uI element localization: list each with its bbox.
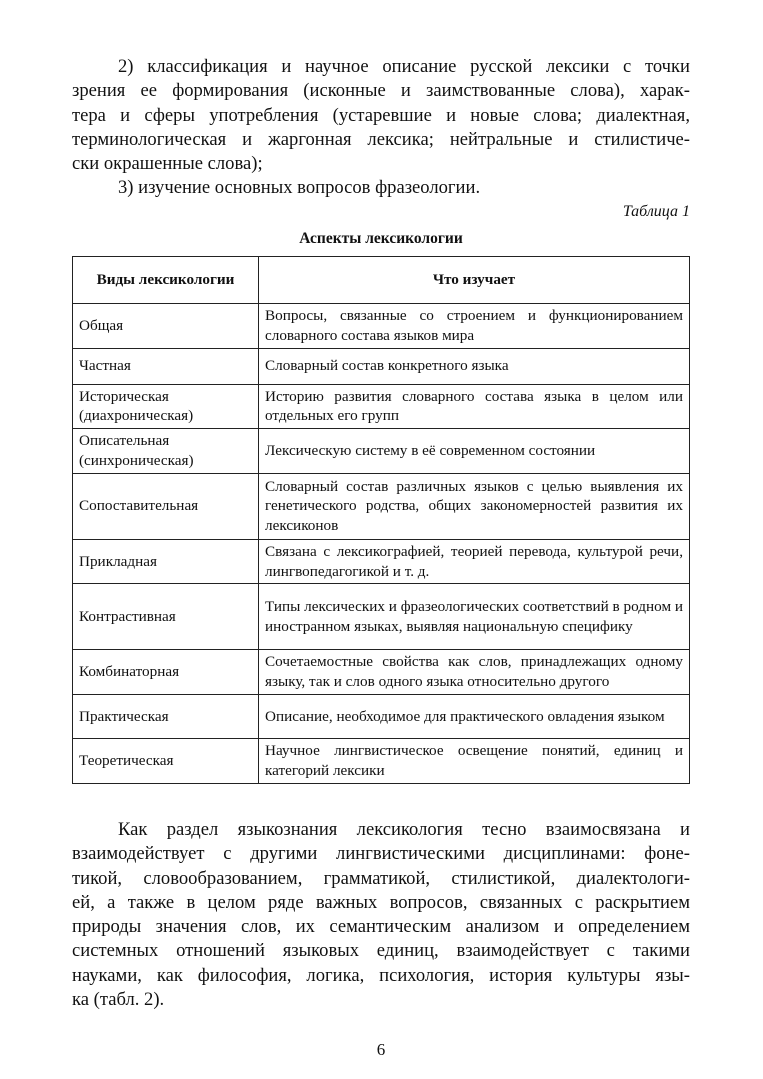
text-line: зрения ее формирования (исконные и заимствованные слова), харак- xyxy=(72,80,690,102)
row-subject: Словарный состав различных языков с целью выявления их генетического родства, общих закономерностей развития их лексиконов xyxy=(259,473,690,539)
table-row xyxy=(73,738,690,783)
row-subject: Научное лингвистическое освещение понятий, единиц и категорий лексики xyxy=(259,738,690,783)
row-kind: Историческая (диахроническая) xyxy=(73,384,259,429)
row-subject: Лексическую систему в её современном состоянии xyxy=(259,429,690,474)
body-paragraph xyxy=(72,818,690,1012)
row-kind: Сопоставительная xyxy=(73,473,259,539)
intro-paragraph xyxy=(72,55,690,201)
table-header-row xyxy=(73,257,690,304)
row-kind: Практическая xyxy=(73,694,259,738)
text-line: природы значения слов, их семантическим анализом и определением xyxy=(72,916,690,938)
row-subject: Вопросы, связанные со строением и функционированием словарного состава языков мира xyxy=(259,304,690,349)
row-subject: Связана с лексикографией, теорией перевода, культурой речи, лингвопедагогикой и т. д. xyxy=(259,539,690,584)
row-subject: Типы лексических и фразеологических соответствий в родном и иностранном языках, выявляя национальную специфику xyxy=(259,584,690,650)
text-line: Как раздел языкознания лексикология тесно взаимосвязана и xyxy=(118,819,690,840)
row-kind: Контрастивная xyxy=(73,584,259,650)
text-line: терминологическая и жаргонная лексика; нейтральные и стилистиче- xyxy=(72,128,690,150)
row-subject: Словарный состав конкретного языка xyxy=(259,348,690,384)
header-subject: Что изучает xyxy=(259,257,690,304)
text-line: ка (табл. 2). xyxy=(72,989,165,1011)
table-row xyxy=(73,539,690,584)
text-line: 2) классификация и научное описание русской лексики с точки xyxy=(118,56,690,77)
table-row xyxy=(73,473,690,539)
table-caption: Таблица 1 xyxy=(622,203,690,220)
text-line: взаимодействует с другими лингвистическими дисциплинами: фоне- xyxy=(72,843,690,865)
text-line: ски окрашенные слова); xyxy=(72,153,263,175)
row-kind: Прикладная xyxy=(73,539,259,584)
text-line: тера и сферы употребления (устаревшие и новые слова; диалектная, xyxy=(72,104,690,126)
text-line: 3) изучение основных вопросов фразеологии. xyxy=(118,177,481,199)
row-subject: Сочетаемостные свойства как слов, принадлежащих одному языку, так и слов одного языка относительно другого xyxy=(259,650,690,695)
table-title: Аспекты лексикологии xyxy=(299,230,463,247)
text-line: тикой, словообразованием, грамматикой, стилистикой, диалектологи- xyxy=(72,867,690,889)
aspects-table xyxy=(72,256,690,784)
row-kind: Частная xyxy=(73,348,259,384)
table-row xyxy=(73,650,690,695)
text-line: науками, как философия, логика, психология, история культуры язы- xyxy=(72,964,690,986)
page-number: 6 xyxy=(376,1040,386,1059)
text-line: системных отношений языковых единиц, взаимодействует с такими xyxy=(72,940,690,962)
row-subject: Историю развития словарного состава языка в целом или отдельных его групп xyxy=(259,384,690,429)
header-kind: Виды лексикологии xyxy=(73,257,259,304)
table-row xyxy=(73,584,690,650)
row-subject: Описание, необходимое для практического овладения языком xyxy=(259,694,690,738)
row-kind: Общая xyxy=(73,304,259,349)
table-row xyxy=(73,694,690,738)
text-line: ей, а также в целом ряде важных вопросов, связанных с раскрытием xyxy=(72,891,690,913)
table-row xyxy=(73,348,690,384)
row-kind: Комбинаторная xyxy=(73,650,259,695)
table-row xyxy=(73,429,690,474)
table-row xyxy=(73,304,690,349)
table-row xyxy=(73,384,690,429)
row-kind: Теоретическая xyxy=(73,738,259,783)
row-kind: Описательная (синхроническая) xyxy=(73,429,259,474)
